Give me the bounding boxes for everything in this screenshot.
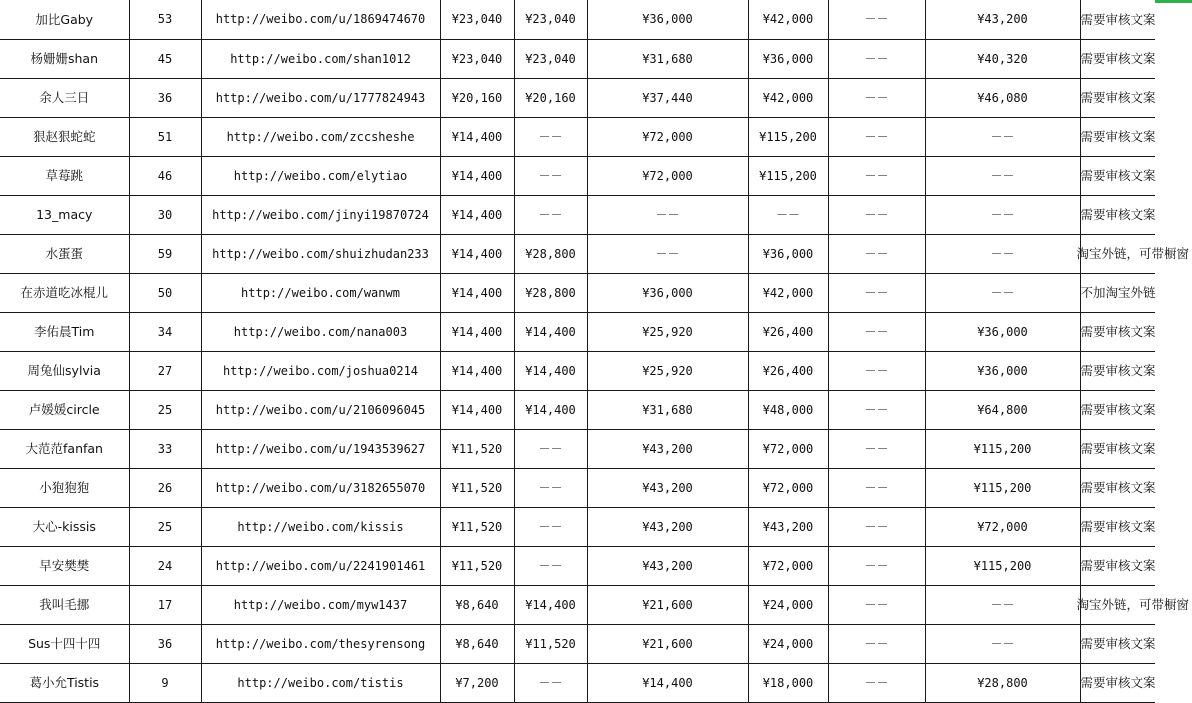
cell-price-6[interactable]: －－ xyxy=(925,157,1080,196)
note-text: 淘宝外链，可带橱窗 xyxy=(1076,246,1190,261)
cell-price-6[interactable]: ¥115,200 xyxy=(925,469,1080,508)
note-text: 需要审核文案 xyxy=(1080,480,1156,495)
table-row xyxy=(0,391,1155,430)
note-text: 需要审核文案 xyxy=(1080,636,1156,651)
cell-price-1[interactable]: ¥14,400 xyxy=(440,313,514,352)
cell-price-3[interactable]: ¥72,000 xyxy=(587,157,748,196)
cell-name[interactable]: 13_macy xyxy=(0,196,129,235)
table-row xyxy=(0,196,1155,235)
cell-price-1[interactable]: ¥11,520 xyxy=(440,430,514,469)
cell-price-2[interactable]: ¥11,520 xyxy=(514,625,587,664)
cell-fans[interactable]: 30 xyxy=(129,196,201,235)
cell-price-4[interactable]: ¥72,000 xyxy=(748,430,828,469)
cell-url[interactable]: http://weibo.com/u/1869474670 xyxy=(201,0,440,40)
cell-price-1[interactable]: ¥11,520 xyxy=(440,469,514,508)
cell-price-5[interactable]: －－ xyxy=(828,0,925,40)
cell-note[interactable] xyxy=(1080,625,1155,664)
cell-name[interactable]: Sus十四十四 xyxy=(0,625,129,664)
cell-url[interactable]: http://weibo.com/tistis xyxy=(201,664,440,703)
cell-price-1[interactable]: ¥11,520 xyxy=(440,547,514,586)
cell-price-2[interactable]: －－ xyxy=(514,196,587,235)
cell-fans[interactable]: 9 xyxy=(129,664,201,703)
note-text: 需要审核文案 xyxy=(1080,324,1156,339)
table-row xyxy=(0,508,1155,547)
cell-note[interactable] xyxy=(1080,664,1155,703)
cell-price-2[interactable]: ¥14,400 xyxy=(514,313,587,352)
cell-price-3[interactable]: ¥36,000 xyxy=(587,0,748,40)
cell-price-6[interactable]: ¥28,800 xyxy=(925,664,1080,703)
cell-url[interactable]: http://weibo.com/u/1777824943 xyxy=(201,79,440,118)
cell-price-6[interactable]: －－ xyxy=(925,586,1080,625)
cell-price-3[interactable]: －－ xyxy=(587,196,748,235)
cell-fans[interactable]: 25 xyxy=(129,508,201,547)
cell-price-4[interactable]: ¥72,000 xyxy=(748,469,828,508)
cell-price-1[interactable]: ¥14,400 xyxy=(440,352,514,391)
cell-url[interactable]: http://weibo.com/thesyrensong xyxy=(201,625,440,664)
table-row xyxy=(0,430,1155,469)
cell-price-4[interactable]: ¥36,000 xyxy=(748,40,828,79)
cell-note[interactable] xyxy=(1080,391,1155,430)
cell-note[interactable] xyxy=(1080,274,1155,313)
cell-price-5[interactable]: －－ xyxy=(828,352,925,391)
table-row xyxy=(0,118,1155,157)
cell-price-3[interactable]: ¥31,680 xyxy=(587,391,748,430)
cell-price-4[interactable]: ¥36,000 xyxy=(748,235,828,274)
cell-price-5[interactable]: －－ xyxy=(828,586,925,625)
cell-price-4[interactable]: ¥42,000 xyxy=(748,274,828,313)
cell-fans[interactable]: 25 xyxy=(129,391,201,430)
note-text: 需要审核文案 xyxy=(1080,441,1156,456)
cell-price-6[interactable]: ¥40,320 xyxy=(925,40,1080,79)
cell-price-2[interactable]: －－ xyxy=(514,547,587,586)
cell-price-3[interactable]: ¥21,600 xyxy=(587,586,748,625)
cell-name[interactable]: 早安樊樊 xyxy=(0,547,129,586)
cell-fans[interactable]: 24 xyxy=(129,547,201,586)
cell-price-2[interactable]: ¥20,160 xyxy=(514,79,587,118)
cell-url[interactable]: http://weibo.com/u/2241901461 xyxy=(201,547,440,586)
cell-url[interactable]: http://weibo.com/joshua0214 xyxy=(201,352,440,391)
cell-note[interactable] xyxy=(1080,118,1155,157)
table-row xyxy=(0,157,1155,196)
cell-price-4[interactable]: ¥26,400 xyxy=(748,313,828,352)
cell-note[interactable] xyxy=(1076,586,1190,625)
cell-fans[interactable]: 27 xyxy=(129,352,201,391)
cell-name[interactable]: 草莓跳 xyxy=(0,157,129,196)
cell-name[interactable]: 葛小允Tistis xyxy=(0,664,129,703)
cell-price-1[interactable]: ¥20,160 xyxy=(440,79,514,118)
cell-price-2[interactable]: －－ xyxy=(514,157,587,196)
cell-price-5[interactable]: －－ xyxy=(828,118,925,157)
cell-price-6[interactable]: －－ xyxy=(925,118,1080,157)
note-text: 需要审核文案 xyxy=(1080,519,1156,534)
cell-price-6[interactable]: ¥36,000 xyxy=(925,313,1080,352)
cell-name[interactable]: 卢媛媛circle xyxy=(0,391,129,430)
cell-price-4[interactable]: ¥43,200 xyxy=(748,508,828,547)
table-row xyxy=(0,625,1155,664)
cell-price-1[interactable]: ¥14,400 xyxy=(440,274,514,313)
cell-fans[interactable]: 34 xyxy=(129,313,201,352)
cell-note[interactable] xyxy=(1080,430,1155,469)
cell-price-4[interactable]: ¥115,200 xyxy=(748,157,828,196)
cell-name[interactable]: 杨姗姗shan xyxy=(0,40,129,79)
cell-price-2[interactable]: ¥23,040 xyxy=(514,0,587,40)
cell-price-6[interactable]: ¥43,200 xyxy=(925,0,1080,40)
cell-price-3[interactable]: ¥25,920 xyxy=(587,313,748,352)
cell-url[interactable]: http://weibo.com/u/1943539627 xyxy=(201,430,440,469)
cell-price-2[interactable]: －－ xyxy=(514,430,587,469)
cell-name[interactable]: 我叫毛挪 xyxy=(0,586,129,625)
cell-note[interactable] xyxy=(1080,469,1155,508)
note-text: 不加淘宝外链 xyxy=(1080,285,1156,300)
cell-price-3[interactable]: ¥72,000 xyxy=(587,118,748,157)
cell-price-4[interactable]: ¥24,000 xyxy=(748,586,828,625)
table-row xyxy=(0,586,1155,625)
note-text: 需要审核文案 xyxy=(1080,129,1156,144)
selection-accent-mark xyxy=(1155,0,1192,3)
cell-price-6[interactable]: ¥72,000 xyxy=(925,508,1080,547)
cell-price-3[interactable]: ¥25,920 xyxy=(587,352,748,391)
note-text: 需要审核文案 xyxy=(1080,675,1156,690)
cell-note[interactable] xyxy=(1080,40,1155,79)
cell-price-6[interactable]: ¥46,080 xyxy=(925,79,1080,118)
note-text: 需要审核文案 xyxy=(1080,363,1156,378)
cell-price-5[interactable]: －－ xyxy=(828,157,925,196)
cell-name[interactable]: 大范范fanfan xyxy=(0,430,129,469)
cell-price-6[interactable]: ¥64,800 xyxy=(925,391,1080,430)
cell-price-6[interactable]: －－ xyxy=(925,196,1080,235)
cell-fans[interactable]: 50 xyxy=(129,274,201,313)
cell-url[interactable]: http://weibo.com/u/2106096045 xyxy=(201,391,440,430)
cell-price-1[interactable]: ¥23,040 xyxy=(440,40,514,79)
cell-price-2[interactable]: ¥28,800 xyxy=(514,235,587,274)
table-row xyxy=(0,40,1155,79)
cell-price-3[interactable]: ¥43,200 xyxy=(587,508,748,547)
cell-price-2[interactable]: －－ xyxy=(514,664,587,703)
cell-price-5[interactable]: －－ xyxy=(828,40,925,79)
cell-price-1[interactable]: ¥7,200 xyxy=(440,664,514,703)
cell-price-5[interactable]: －－ xyxy=(828,196,925,235)
cell-price-4[interactable]: ¥72,000 xyxy=(748,547,828,586)
note-text: 需要审核文案 xyxy=(1080,51,1156,66)
cell-name[interactable]: 加比Gaby xyxy=(0,0,129,40)
table-row xyxy=(0,547,1155,586)
cell-price-3[interactable]: ¥21,600 xyxy=(587,625,748,664)
cell-name[interactable]: 大心-kissis xyxy=(0,508,129,547)
cell-fans[interactable]: 45 xyxy=(129,40,201,79)
table-row xyxy=(0,79,1155,118)
cell-price-2[interactable]: －－ xyxy=(514,508,587,547)
note-text: 淘宝外链，可带橱窗 xyxy=(1076,597,1190,612)
cell-price-5[interactable]: －－ xyxy=(828,235,925,274)
cell-price-3[interactable]: ¥36,000 xyxy=(587,274,748,313)
cell-price-2[interactable]: ¥28,800 xyxy=(514,274,587,313)
cell-price-5[interactable]: －－ xyxy=(828,508,925,547)
cell-url[interactable]: http://weibo.com/u/3182655070 xyxy=(201,469,440,508)
note-text: 需要审核文案 xyxy=(1080,168,1156,183)
note-text: 需要审核文案 xyxy=(1080,558,1156,573)
cell-name[interactable]: 水蛋蛋 xyxy=(0,235,129,274)
cell-name[interactable]: 李佑晨Tim xyxy=(0,313,129,352)
cell-note[interactable] xyxy=(1076,235,1190,274)
cell-note[interactable] xyxy=(1080,157,1155,196)
cell-price-4[interactable]: ¥48,000 xyxy=(748,391,828,430)
table-row xyxy=(0,469,1155,508)
cell-price-5[interactable]: －－ xyxy=(828,391,925,430)
cell-fans[interactable]: 51 xyxy=(129,118,201,157)
cell-fans[interactable]: 59 xyxy=(129,235,201,274)
cell-price-1[interactable]: ¥14,400 xyxy=(440,196,514,235)
cell-url[interactable]: http://weibo.com/shuizhudan233 xyxy=(201,235,440,274)
cell-price-4[interactable]: ¥42,000 xyxy=(748,0,828,40)
cell-price-5[interactable]: －－ xyxy=(828,625,925,664)
cell-price-5[interactable]: －－ xyxy=(828,664,925,703)
cell-price-5[interactable]: －－ xyxy=(828,547,925,586)
cell-price-1[interactable]: ¥11,520 xyxy=(440,508,514,547)
cell-price-1[interactable]: ¥23,040 xyxy=(440,0,514,40)
cell-price-6[interactable]: ¥115,200 xyxy=(925,430,1080,469)
cell-price-2[interactable]: ¥14,400 xyxy=(514,391,587,430)
cell-price-3[interactable]: ¥31,680 xyxy=(587,40,748,79)
cell-note[interactable] xyxy=(1080,196,1155,235)
cell-price-1[interactable]: ¥8,640 xyxy=(440,586,514,625)
cell-note[interactable] xyxy=(1080,313,1155,352)
cell-name[interactable]: 余人三日 xyxy=(0,79,129,118)
cell-price-2[interactable]: －－ xyxy=(514,469,587,508)
cell-fans[interactable]: 33 xyxy=(129,430,201,469)
cell-url[interactable]: http://weibo.com/nana003 xyxy=(201,313,440,352)
cell-price-3[interactable]: ¥43,200 xyxy=(587,430,748,469)
table-row xyxy=(0,313,1155,352)
cell-price-4[interactable]: ¥18,000 xyxy=(748,664,828,703)
cell-url[interactable]: http://weibo.com/shan1012 xyxy=(201,40,440,79)
table-row xyxy=(0,274,1155,313)
note-text: 需要审核文案 xyxy=(1080,90,1156,105)
cell-price-5[interactable]: －－ xyxy=(828,79,925,118)
cell-url[interactable]: http://weibo.com/myw1437 xyxy=(201,586,440,625)
note-text: 需要审核文案 xyxy=(1080,402,1156,417)
cell-price-5[interactable]: －－ xyxy=(828,313,925,352)
cell-price-6[interactable]: －－ xyxy=(925,625,1080,664)
table-row xyxy=(0,352,1155,391)
cell-price-3[interactable]: ¥37,440 xyxy=(587,79,748,118)
cell-note[interactable] xyxy=(1080,352,1155,391)
cell-price-4[interactable]: ¥115,200 xyxy=(748,118,828,157)
cell-url[interactable]: http://weibo.com/zccsheshe xyxy=(201,118,440,157)
cell-fans[interactable]: 46 xyxy=(129,157,201,196)
cell-price-2[interactable]: ¥14,400 xyxy=(514,352,587,391)
cell-price-6[interactable]: －－ xyxy=(925,235,1080,274)
cell-url[interactable]: http://weibo.com/wanwm xyxy=(201,274,440,313)
table-row xyxy=(0,235,1155,274)
cell-price-6[interactable]: ¥115,200 xyxy=(925,547,1080,586)
cell-price-4[interactable]: ¥24,000 xyxy=(748,625,828,664)
cell-fans[interactable]: 26 xyxy=(129,469,201,508)
cell-price-2[interactable]: ¥23,040 xyxy=(514,40,587,79)
cell-price-6[interactable]: ¥36,000 xyxy=(925,352,1080,391)
cell-note[interactable] xyxy=(1080,79,1155,118)
table-row xyxy=(0,0,1155,40)
cell-note[interactable] xyxy=(1080,508,1155,547)
cell-price-3[interactable]: ¥43,200 xyxy=(587,547,748,586)
cell-price-6[interactable]: －－ xyxy=(925,274,1080,313)
cell-url[interactable]: http://weibo.com/jinyi19870724 xyxy=(201,196,440,235)
cell-price-4[interactable]: ¥26,400 xyxy=(748,352,828,391)
cell-price-1[interactable]: ¥14,400 xyxy=(440,391,514,430)
cell-url[interactable]: http://weibo.com/kissis xyxy=(201,508,440,547)
cell-fans[interactable]: 36 xyxy=(129,625,201,664)
cell-price-1[interactable]: ¥14,400 xyxy=(440,157,514,196)
cell-price-4[interactable]: －－ xyxy=(748,196,828,235)
note-text: 需要审核文案 xyxy=(1080,12,1156,27)
cell-price-3[interactable]: ¥14,400 xyxy=(587,664,748,703)
cell-fans[interactable]: 53 xyxy=(129,0,201,40)
cell-price-4[interactable]: ¥42,000 xyxy=(748,79,828,118)
cell-price-5[interactable]: －－ xyxy=(828,469,925,508)
cell-price-1[interactable]: ¥8,640 xyxy=(440,625,514,664)
cell-fans[interactable]: 36 xyxy=(129,79,201,118)
cell-price-3[interactable]: －－ xyxy=(587,235,748,274)
cell-name[interactable]: 周兔仙sylvia xyxy=(0,352,129,391)
cell-name[interactable]: 小狍狍狍 xyxy=(0,469,129,508)
cell-price-5[interactable]: －－ xyxy=(828,430,925,469)
cell-price-1[interactable]: ¥14,400 xyxy=(440,235,514,274)
cell-fans[interactable]: 17 xyxy=(129,586,201,625)
cell-price-3[interactable]: ¥43,200 xyxy=(587,469,748,508)
note-text: 需要审核文案 xyxy=(1080,207,1156,222)
cell-name[interactable]: 狠赵狠蛇蛇 xyxy=(0,118,129,157)
cell-url[interactable]: http://weibo.com/elytiao xyxy=(201,157,440,196)
cell-price-5[interactable]: －－ xyxy=(828,274,925,313)
cell-name[interactable]: 在赤道吃冰棍儿 xyxy=(0,274,129,313)
cell-note[interactable] xyxy=(1080,0,1155,40)
cell-note[interactable] xyxy=(1080,547,1155,586)
cell-price-2[interactable]: －－ xyxy=(514,118,587,157)
cell-price-1[interactable]: ¥14,400 xyxy=(440,118,514,157)
cell-price-2[interactable]: ¥14,400 xyxy=(514,586,587,625)
table-row xyxy=(0,664,1155,703)
